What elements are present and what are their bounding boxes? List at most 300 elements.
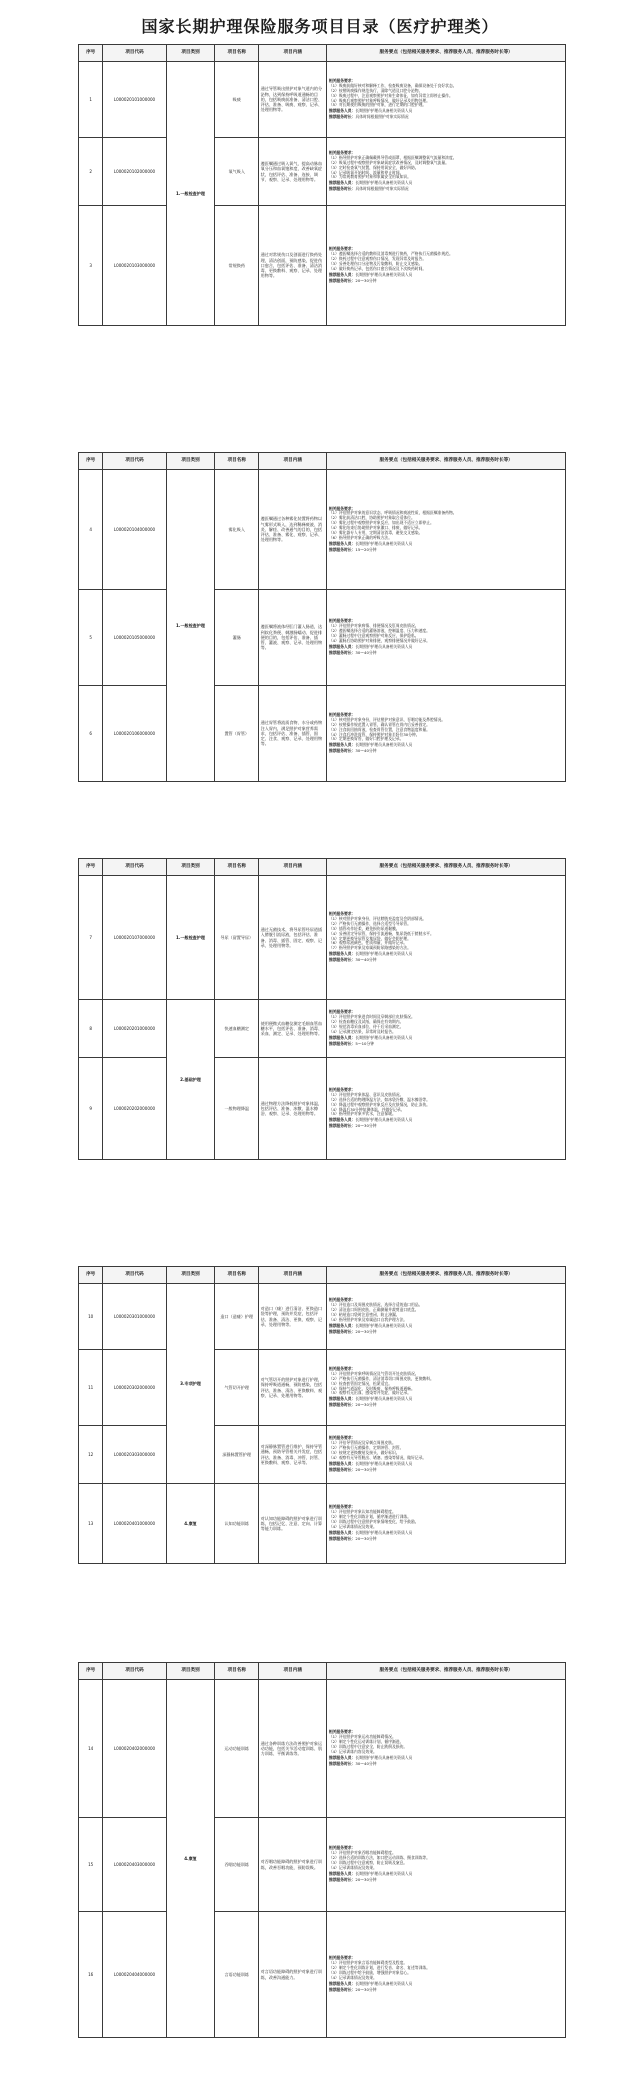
item-category: 3.专项护理 (166, 1284, 215, 1484)
requirement-line: （3）降温过程中观察照护对象反应及皮肤情况，防止冻伤。 (328, 1101, 430, 1107)
item-content: 遵医嘱通过各种雾化装置将药物以气雾形式吸入，达到稀释痰液、消炎、解痉、改善通气的目的，包括评估、准备、雾化、观察、记录、处理用物等。 (259, 470, 327, 590)
requirement-line: （4）吸痰后观察照护对象呼吸情况，做好记录及用物处理。 (328, 97, 430, 103)
row-number: 6 (79, 686, 103, 782)
recommended-duration-label: 推荐服务时长： (328, 1328, 356, 1334)
recommended-duration-value: 20～30分钟 (355, 1123, 377, 1129)
recommended-duration-value: 具体时间根据照护对象实际情况 (355, 186, 409, 192)
requirement-line: （2）雾化前清洁口腔，协助照护对象取合适体位。 (328, 515, 415, 521)
requirement-line: （3）雾化过程中观察照护对象反应，如出现不适应立即停止。 (328, 520, 434, 526)
requirement-line: （2）换药过程中注意观察伤口情况，发现异常及时报告。 (328, 256, 427, 262)
recommended-duration (329, 187, 564, 192)
requirement-line: （1）评估照护对象体温、意识及皮肤情况。 (328, 1091, 404, 1097)
recommended-duration-label: 推荐服务时长： (328, 1123, 356, 1129)
recommended-duration (329, 1042, 564, 1047)
item-code: L000020106000000 (103, 686, 166, 782)
table-row (79, 1000, 566, 1058)
item-content: 通过各种训练方法改善照护对象运动功能，包括关节活动度训练、肌力训练、平衡训练等。 (259, 1680, 327, 1818)
recommended-duration-value: 20～30分钟 (355, 1986, 377, 1992)
item-code: L000020105000000 (103, 590, 166, 686)
requirement-line: （3）妥善处理伤口分泌物及污染敷料，防止交叉感染。 (328, 261, 423, 267)
service-points (327, 1680, 566, 1818)
table-row (79, 1350, 566, 1426)
requirements-heading: 相关服务要求： (328, 618, 356, 624)
service-points (327, 1000, 566, 1058)
item-content: 对吞咽功能障碍的照护对象进行训练，改善吞咽功能，预防误吸。 (259, 1818, 327, 1912)
requirement-line: （5）指导照护对象多饮水，注意保暖。 (328, 1111, 396, 1117)
recommended-duration-label: 推荐服务时长： (328, 186, 356, 192)
row-number: 8 (79, 1000, 103, 1058)
row-number: 11 (79, 1350, 103, 1426)
requirement-line: （2）检查血糖仪及试纸，确保在有效期内。 (328, 1019, 404, 1025)
recommended-duration-value: 30～40分钟 (355, 649, 377, 655)
header-no: 序号 (79, 453, 103, 470)
requirement-line: （1）评估照护对象言语功能障碍类型及程度。 (328, 1960, 408, 1966)
row-number: 9 (79, 1058, 103, 1160)
row-number: 16 (79, 1912, 103, 2038)
header-name: 项目名称 (215, 1267, 259, 1284)
requirement-line: （2）按照吸痰操作规范执行，清除气道及口腔分泌物。 (328, 87, 423, 93)
recommended-staff-label: 推荐服务人员： (328, 180, 356, 186)
item-name: 常规换药 (215, 206, 259, 326)
item-code: L000020107000000 (103, 876, 166, 1000)
requirement-line: （3）注食前回抽胃液，检查胃管位置，注意食物温度和量。 (328, 726, 430, 732)
item-name: 吞咽功能训练 (215, 1818, 259, 1912)
table-header-row (79, 45, 566, 62)
recommended-staff-value: 长期照护护理员具备相关资质人员 (355, 1034, 413, 1040)
item-name: 快速血糖测定 (215, 1000, 259, 1058)
item-name: 一般物理降温 (215, 1058, 259, 1160)
recommended-duration (329, 279, 564, 284)
table-header-row (79, 859, 566, 876)
requirement-line: （3）吸痰过程中，注意观察照护对象生命体征，如有异常立即停止操作。 (328, 92, 453, 98)
item-content: 通过胃管将流质食物、水分或药物注入胃内，满足照护对象营养需求，包括评估、准备、插管、固定、注食、观察、记录、处理用物等。 (259, 686, 327, 782)
recommended-staff-label: 推荐服务人员： (328, 1529, 356, 1535)
table-row (79, 1484, 566, 1564)
requirement-line: （4）做好换药记录，包括伤口愈合情况及下次换药时间。 (328, 265, 427, 271)
table-row (79, 1058, 566, 1160)
table-row (79, 686, 566, 782)
header-no: 序号 (79, 859, 103, 876)
requirement-line: （3）定时检查氧气装置，保持用氧安全，做好四防。 (328, 164, 419, 170)
service-points (327, 1818, 566, 1912)
recommended-staff-label: 推荐服务人员： (328, 271, 356, 277)
recommended-staff-label: 推荐服务人员： (328, 1117, 356, 1123)
recommended-staff-value: 长期照护护理员具备相关资质人员 (355, 742, 413, 748)
requirements-heading: 相关服务要求： (328, 1009, 356, 1015)
recommended-staff-label: 推荐服务人员： (328, 540, 356, 546)
row-number: 14 (79, 1680, 103, 1818)
requirement-line: （4）记录训练情况及效果。 (328, 1974, 377, 1980)
recommended-staff-label: 推荐服务人员： (328, 1754, 356, 1760)
recommended-duration (329, 1988, 564, 1993)
header-no: 序号 (79, 45, 103, 62)
header-code: 项目代码 (103, 1663, 166, 1680)
recommended-staff-value: 长期照护护理员具备相关资质人员 (355, 951, 413, 957)
recommended-duration (329, 651, 564, 656)
header-code: 项目代码 (103, 453, 166, 470)
header-category: 项目类别 (166, 859, 215, 876)
table-header-row (79, 1267, 566, 1284)
recommended-staff-value: 长期照护护理员具备相关资质人员 (355, 1117, 413, 1123)
item-content: 使用便携式血糖仪测定毛细血管血糖水平，包括评估、准备、消毒、采血、测定、记录、处理用物等。 (259, 1000, 327, 1058)
recommended-staff-value: 长期照护护理员具备相关资质人员 (355, 271, 413, 277)
row-number: 2 (79, 138, 103, 206)
item-name: 认知功能训练 (215, 1484, 259, 1564)
recommended-duration-value: 20～30分钟 (355, 1876, 377, 1882)
table-row (79, 590, 566, 686)
requirement-line: （1）评估照护对象运动功能障碍情况。 (328, 1734, 396, 1740)
table-row (79, 1284, 566, 1350)
header-content: 项目内涵 (259, 45, 327, 62)
table-row (79, 1912, 566, 2038)
recommended-duration-value: 30～40分钟 (355, 748, 377, 754)
recommended-duration-value: 15～20分钟 (355, 546, 377, 552)
header-name: 项目名称 (215, 859, 259, 876)
requirements-heading: 相关服务要求： (328, 712, 356, 718)
item-name: 置管（胃管） (215, 686, 259, 782)
requirement-line: （1）评估照护对象的意识状态、呼吸情况和痰液性质，根据医嘱准备药物。 (328, 510, 457, 516)
recommended-duration-value: 20～30分钟 (355, 277, 377, 283)
requirement-line: （4）记录测定结果，异常时及时报告。 (328, 1028, 396, 1034)
table-row (79, 1680, 566, 1818)
item-code: L000020104000000 (103, 470, 166, 590)
item-category: 1.一般检查护理 (166, 62, 215, 326)
requirement-line: （7）指导照护对象及家属预防尿路感染的方法。 (328, 945, 411, 951)
requirement-line: （3）训练过程中注意照护对象情绪变化，给予鼓励。 (328, 1519, 419, 1525)
requirement-line: （5）对长期使用吸痰的照护对象，进行定期的口腔护理。 (328, 102, 427, 108)
header-service-points: 服务要点（包括相关服务要求、推荐服务人员、推荐服务时长等） (327, 1267, 566, 1284)
recommended-staff-value: 长期照护护理员具备相关资质人员 (355, 108, 413, 114)
recommended-duration-value: 20～30分钟 (355, 1328, 377, 1334)
service-points (327, 590, 566, 686)
item-name: 灌肠 (215, 590, 259, 686)
item-content: 对气管切开的照护对象进行护理，保持呼吸道通畅，预防感染，包括评估、准备、清洁、更换敷料、观察、记录、处理用物等。 (259, 1350, 327, 1426)
service-points (327, 686, 566, 782)
service-points (327, 876, 566, 1000)
item-content: 遵医嘱将液体经肛门灌入肠道，达到软化粪便、刺激肠蠕动、促进排便的目的，包括评估、准备、插管、灌液、观察、记录、处理用物等。 (259, 590, 327, 686)
header-name: 项目名称 (215, 45, 259, 62)
requirement-line: （5）为常规教育照护对象和家属安全用氧知识。 (328, 174, 411, 180)
item-name: 雾化吸入 (215, 470, 259, 590)
item-code: L000020402000000 (103, 1680, 166, 1818)
recommended-staff-value: 长期照护护理员具备相关资质人员 (355, 1754, 413, 1760)
requirement-line: （5）定期更换导尿管及集尿袋，做好会阴护理。 (328, 935, 411, 941)
requirement-line: （3）规范消毒采血部位，待干后采血测定。 (328, 1024, 404, 1030)
recommended-staff-label: 推荐服务人员： (328, 1460, 356, 1466)
recommended-staff-label: 推荐服务人员： (328, 108, 356, 114)
requirement-line: （1）核对照护对象身份，评估照护对象意识、吞咽功能及鼻腔情况。 (328, 716, 446, 722)
recommended-staff-value: 长期照护护理员具备相关资质人员 (355, 643, 413, 649)
header-category: 项目类别 (166, 1267, 215, 1284)
recommended-staff-value: 长期照护护理员具备相关资质人员 (355, 540, 413, 546)
header-code: 项目代码 (103, 45, 166, 62)
item-code: L000020403000000 (103, 1818, 166, 1912)
requirement-line: （2）按照操作规范置入胃管，确认胃管在胃内后妥善固定。 (328, 721, 430, 727)
service-table (78, 44, 566, 326)
requirements-heading: 相关服务要求： (328, 1955, 356, 1961)
header-code: 项目代码 (103, 859, 166, 876)
row-number: 5 (79, 590, 103, 686)
recommended-staff-label: 推荐服务人员： (328, 742, 356, 748)
requirement-line: （4）灌肠后协助照护对象排便，观察排便情况并做好记录。 (328, 637, 430, 643)
requirements-heading: 相关服务要求： (328, 78, 356, 84)
table-row (79, 1818, 566, 1912)
recommended-duration (329, 1403, 564, 1408)
recommended-duration-label: 推荐服务时长： (328, 1040, 356, 1046)
recommended-duration (329, 1762, 564, 1767)
recommended-staff-label: 推荐服务人员： (328, 1034, 356, 1040)
recommended-duration-label: 推荐服务时长： (328, 546, 356, 552)
recommended-staff-label: 推荐服务人员： (328, 1980, 356, 1986)
recommended-staff-value: 长期照护护理员具备相关资质人员 (355, 1980, 413, 1986)
item-content: 通过对常规伤口及创面进行换药处理，清洁创面，预防感染，促进伤口愈合，包括评估、准备、清洁消毒、更换敷料、观察、记录、处理用物等。 (259, 206, 327, 326)
requirement-line: （1）评估照护对象呼吸情况及气管切开处皮肤情况。 (328, 1370, 419, 1376)
recommended-duration-value: 5～10分钟 (355, 1040, 375, 1046)
item-code: L000020202000000 (103, 1058, 166, 1160)
recommended-duration-label: 推荐服务时长： (328, 277, 356, 283)
recommended-duration-label: 推荐服务时长： (328, 956, 356, 962)
recommended-duration-value: 30～40分钟 (355, 956, 377, 962)
recommended-duration (329, 1537, 564, 1542)
table-row (79, 470, 566, 590)
item-name: 吸痰 (215, 62, 259, 138)
requirement-line: （6）观察尿液颜色、性质和量，并做好记录。 (328, 940, 408, 946)
table-row (79, 206, 566, 326)
recommended-staff-label: 推荐服务人员： (328, 1870, 356, 1876)
item-code: L000020101000000 (103, 62, 166, 138)
recommended-duration-label: 推荐服务时长： (328, 649, 356, 655)
requirement-line: （2）制定个性化运动训练计划，循序渐进。 (328, 1739, 404, 1745)
item-name: 气管切开护理 (215, 1350, 259, 1426)
requirement-line: （3）训练过程中给予鼓励，增强照护对象信心。 (328, 1970, 411, 1976)
service-points (327, 1426, 566, 1484)
table-row (79, 138, 566, 206)
requirements-heading: 相关服务要求： (328, 1504, 356, 1510)
recommended-duration-label: 推荐服务时长： (328, 748, 356, 754)
recommended-duration-value: 20～30分钟 (355, 1466, 377, 1472)
recommended-duration-label: 推荐服务时长： (328, 1876, 356, 1882)
header-no: 序号 (79, 1267, 103, 1284)
recommended-staff-label: 推荐服务人员： (328, 643, 356, 649)
requirement-line: （5）定期更换胃管，做好口腔护理及记录。 (328, 736, 404, 742)
recommended-staff-value: 长期照护护理员具备相关资质人员 (355, 1396, 413, 1402)
item-content: 对认知功能障碍的照护对象进行训练，包括记忆、注意、定向、计算等能力训练。 (259, 1484, 327, 1564)
requirement-line: （4）妥善固定导尿管，保持引流通畅，集尿袋低于膀胱水平。 (328, 930, 434, 936)
item-code: L000020303000000 (103, 1426, 166, 1484)
row-number: 4 (79, 470, 103, 590)
recommended-duration-label: 推荐服务时长： (328, 1466, 356, 1472)
requirements-heading: 相关服务要求： (328, 1366, 356, 1372)
item-content: 对造口（瘘）进行清洁、更换造口袋等护理，预防并发症，包括评估、准备、清洁、更换、观察、记录、处理用物等。 (259, 1284, 327, 1350)
row-number: 13 (79, 1484, 103, 1564)
recommended-duration-value: 20～30分钟 (355, 1535, 377, 1541)
service-table (78, 1662, 566, 2038)
item-name: 深静脉置管护理 (215, 1426, 259, 1484)
recommended-duration (329, 1330, 564, 1335)
service-points (327, 62, 566, 138)
recommended-duration-label: 推荐服务时长： (328, 1760, 356, 1766)
header-no: 序号 (79, 1663, 103, 1680)
requirements-heading: 相关服务要求： (328, 150, 356, 156)
requirement-line: （5）雾化器专人专用，定期清洁消毒，避免交叉感染。 (328, 529, 423, 535)
recommended-duration-value: 20～30分钟 (355, 1402, 377, 1408)
row-number: 3 (79, 206, 103, 326)
row-number: 12 (79, 1426, 103, 1484)
row-number: 10 (79, 1284, 103, 1350)
requirement-line: （2）遵医嘱选择合适的灌肠溶液，控制温度、压力和速度。 (328, 628, 430, 634)
item-content: 对深静脉置管进行维护，保持导管通畅，预防导管相关并发症，包括评估、准备、消毒、冲管、封管、更换敷料、观察、记录等。 (259, 1426, 327, 1484)
recommended-staff-label: 推荐服务人员： (328, 951, 356, 957)
recommended-duration (329, 749, 564, 754)
header-service-points: 服务要点（包括相关服务要求、推荐服务人员、推荐服务时长等） (327, 453, 566, 470)
requirement-line: （1）评估照护对象认知功能障碍程度。 (328, 1509, 396, 1515)
item-content: 遵医嘱通过吸入氧气，提高动脉血氧分压和血氧饱和度，改善缺氧症状，包括评估、准备、连接、调节、观察、记录、处理用物等。 (259, 138, 327, 206)
recommended-staff-value: 长期照护护理员具备相关资质人员 (355, 180, 413, 186)
header-name: 项目名称 (215, 1663, 259, 1680)
service-points (327, 1350, 566, 1426)
item-name: 运动功能训练 (215, 1680, 259, 1818)
item-category: 4.康复 (166, 1484, 215, 1564)
header-content: 项目内涵 (259, 1267, 327, 1284)
recommended-duration-label: 推荐服务时长： (328, 114, 356, 120)
requirement-line: （1）评估造口及周围皮肤情况，选择合适的造口用品。 (328, 1302, 423, 1308)
header-category: 项目类别 (166, 1663, 215, 1680)
service-table (78, 1266, 566, 1564)
requirement-line: （2）制定个性化训练计划，循序渐进进行训练。 (328, 1514, 411, 1520)
requirement-line: （3）检查套管固定情况，松紧适宜。 (328, 1380, 392, 1386)
item-code: L000020401000000 (103, 1484, 166, 1564)
service-points (327, 1484, 566, 1564)
requirement-line: （1）吸痰前做好核对和解释工作，检查吸痰设备，确保设备处于良好状态。 (328, 82, 457, 88)
table-row (79, 876, 566, 1000)
item-content: 对言语功能障碍的照护对象进行训练，改善沟通能力。 (259, 1912, 327, 2038)
requirements-heading: 相关服务要求： (328, 1087, 356, 1093)
requirements-heading: 相关服务要求： (328, 1435, 356, 1441)
requirement-line: （6）指导照护对象正确的呼吸方法。 (328, 534, 392, 540)
requirements-heading: 相关服务要求： (328, 1297, 356, 1303)
recommended-duration (329, 1468, 564, 1473)
item-category: 2.基础护理 (166, 1000, 215, 1160)
header-code: 项目代码 (103, 1267, 166, 1284)
item-content: 通过无菌技术，将导尿管经尿道插入膀胱引流尿液，包括评估、准备、消毒、插管、固定、观察、记录、处理用物等。 (259, 876, 327, 1000)
header-category: 项目类别 (166, 453, 215, 470)
item-category: 4.康复 (166, 1680, 215, 2038)
service-table (78, 452, 566, 782)
header-category: 项目类别 (166, 45, 215, 62)
item-code: L000020103000000 (103, 206, 166, 326)
header-service-points: 服务要点（包括相关服务要求、推荐服务人员、推荐服务时长等） (327, 859, 566, 876)
header-name: 项目名称 (215, 453, 259, 470)
recommended-staff-value: 长期照护护理员具备相关资质人员 (355, 1322, 413, 1328)
requirement-line: （4）指导照护对象及家属造口自我护理方法。 (328, 1316, 408, 1322)
recommended-duration (329, 958, 564, 963)
requirement-line: （1）遵医嘱选择合适的敷料及消毒剂进行换药，严格执行无菌操作规范。 (328, 251, 453, 257)
requirement-line: （2）严格执行无菌操作，定期冲管、封管。 (328, 1445, 404, 1451)
recommended-duration-label: 推荐服务时长： (328, 1535, 356, 1541)
header-service-points: 服务要点（包括相关服务要求、推荐服务人员、推荐服务时长等） (327, 45, 566, 62)
item-content: 通过导管吸出照护对象气道内的分泌物，达到保持呼吸道通畅的目的，包括吸痰前准备、清洁口腔、评估、准备、吸痰、观察、记录、处理用物等。 (259, 62, 327, 138)
recommended-duration (329, 548, 564, 553)
recommended-duration (329, 1878, 564, 1883)
recommended-duration (329, 115, 564, 120)
service-points (327, 138, 566, 206)
requirement-line: （3）训练过程中注意安全，防止跌倒及损伤。 (328, 1744, 408, 1750)
service-points (327, 1058, 566, 1160)
recommended-duration (329, 1124, 564, 1129)
requirement-line: （1）核对照护对象身份，评估膀胱充盈度及会阴部情况。 (328, 916, 427, 922)
requirements-heading: 相关服务要求： (328, 1729, 356, 1735)
requirement-line: （4）降温后30分钟复测体温，并做好记录。 (328, 1106, 405, 1112)
item-code: L000020201000000 (103, 1000, 166, 1058)
service-table (78, 858, 566, 1160)
recommended-duration-value: 具体时间根据照护对象实际情况 (355, 114, 409, 120)
table-header-row (79, 1663, 566, 1680)
requirement-line: （3）按规定更换敷贴及接头，做好标识。 (328, 1450, 400, 1456)
requirements-heading: 相关服务要求： (328, 1845, 356, 1851)
item-content: 通过物理方法降低照护对象体温，包括评估、准备、冰敷、温水擦浴、观察、记录、处理用物等。 (259, 1058, 327, 1160)
header-content: 项目内涵 (259, 453, 327, 470)
recommended-duration-label: 推荐服务时长： (328, 1402, 356, 1408)
recommended-staff-label: 推荐服务人员： (328, 1322, 356, 1328)
item-category: 1.一般检查护理 (166, 470, 215, 782)
requirement-line: （1）评估照护对象吞咽功能障碍程度。 (328, 1850, 396, 1856)
service-points (327, 1284, 566, 1350)
item-code: L000020301000000 (103, 1284, 166, 1350)
requirement-line: （4）注食后冲洗胃管，保持照护对象半卧位30分钟。 (328, 731, 420, 737)
header-content: 项目内涵 (259, 859, 327, 876)
requirement-line: （1）评估照护对象病情、排便情况及肛周皮肤情况。 (328, 623, 419, 629)
row-number: 15 (79, 1818, 103, 1912)
row-number: 1 (79, 62, 103, 138)
item-name: 言语功能训练 (215, 1912, 259, 2038)
requirement-line: （3）粘贴造口袋时注意密闭，防止渗漏。 (328, 1312, 400, 1318)
service-points (327, 206, 566, 326)
requirement-line: （3）训练过程中注意观察，防止误吸及窒息。 (328, 1860, 408, 1866)
requirement-line: （1）指导照护对象正确佩戴鼻导管或面罩，根据医嘱调整氧气流量和浓度。 (328, 154, 457, 160)
requirement-line: （2）吸氧过程中观察照护对象缺氧症状改善情况，及时调整氧气流量。 (328, 159, 449, 165)
requirement-line: （4）观察有无导管脱出、堵塞、感染等情况，做好记录。 (328, 1454, 427, 1460)
item-code: L000020302000000 (103, 1350, 166, 1426)
recommended-staff-label: 推荐服务人员： (328, 1396, 356, 1402)
requirement-line: （3）灌肠过程中注意观察照护对象反应，保护隐私。 (328, 633, 419, 639)
item-category: 1.一般检查护理 (166, 876, 215, 1000)
service-points (327, 1912, 566, 2038)
service-points (327, 470, 566, 590)
requirement-line: （2）严格执行无菌操作，选择合适型号导尿管。 (328, 920, 411, 926)
item-name: 导尿（留置导尿） (215, 876, 259, 1000)
recommended-staff-value: 长期照护护理员具备相关资质人员 (355, 1460, 413, 1466)
requirements-heading: 相关服务要求： (328, 505, 356, 511)
table-header-row (79, 453, 566, 470)
row-number: 7 (79, 876, 103, 1000)
requirement-line: （4）保持气道湿化，及时吸痰，保持呼吸道通畅。 (328, 1385, 415, 1391)
recommended-staff-value: 长期照护护理员具备相关资质人员 (355, 1529, 413, 1535)
recommended-duration-value: 30～40分钟 (355, 1760, 377, 1766)
requirement-line: （4）雾化结束后协助照护对象漱口、排痰，做好记录。 (328, 525, 423, 531)
item-name: 造口（造瘘）护理 (215, 1284, 259, 1350)
header-content: 项目内涵 (259, 1663, 327, 1680)
requirement-line: （2）清洁造口周围皮肤，正确测量并裁剪造口底盘。 (328, 1307, 419, 1313)
requirement-line: （3）插管动作轻柔，避免损伤尿道黏膜。 (328, 925, 400, 931)
requirement-line: （4）记录吸氧开始时间、流量和停止时间。 (328, 169, 404, 175)
requirement-line: （4）记录训练情况及效果。 (328, 1864, 377, 1870)
requirement-line: （2）严格执行无菌操作，清洁消毒切口周围皮肤，更换敷料。 (328, 1375, 434, 1381)
requirement-line: （2）选择合适的训练方法，如口腔运动训练、摄食训练等。 (328, 1855, 430, 1861)
requirement-line: （2）制定个性化训练计划，进行发音、命名、复述等训练。 (328, 1965, 430, 1971)
item-code: L000020404000000 (103, 1912, 166, 2038)
requirement-line: （1）评估照护对象进食时间及穿刺部位皮肤情况。 (328, 1014, 415, 1020)
item-code: L000020102000000 (103, 138, 166, 206)
